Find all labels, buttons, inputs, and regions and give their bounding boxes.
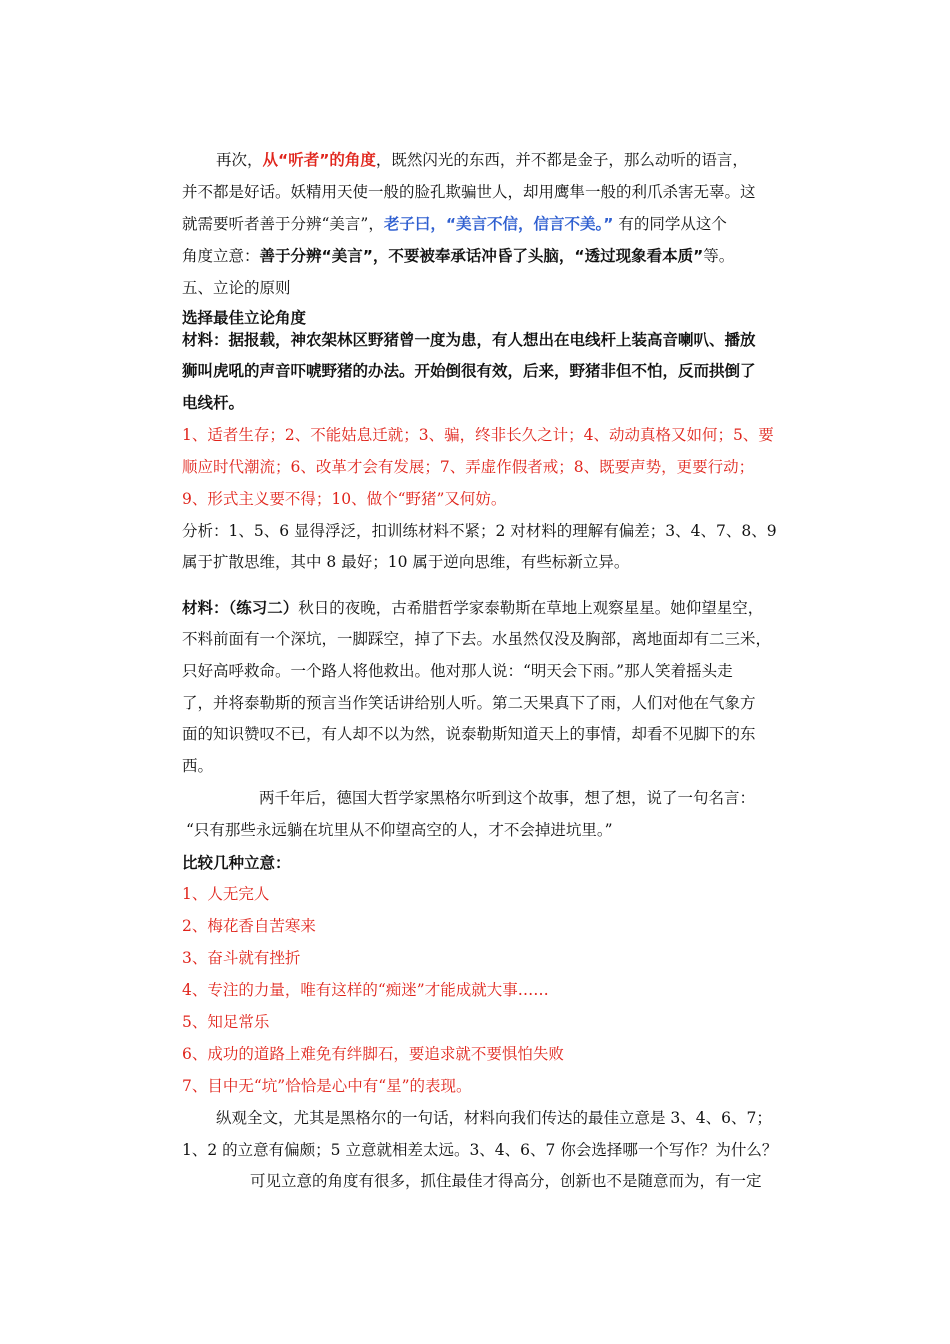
exercise2-line-3: 只好高呼救命。一个路人将他救出。他对那人说：“明天会下雨。”那人笑着摇头走	[182, 662, 733, 680]
compare-title: 比较几种立意：	[182, 854, 291, 872]
exercise2-label: 材料：（练习二）	[182, 599, 299, 617]
analysis-line-1: 分析：1、5、6 显得浮泛，扣训练材料不紧；2 对材料的理解有偏差；3、4、7、8、9	[182, 522, 777, 540]
hegel-line-1: 两千年后，德国大哲学家黑格尔听到这个故事，想了想，说了一句名言：	[259, 789, 756, 807]
idea-item-6: 6、成功的道路上难免有绊脚石，要追求就不要惧怕失败	[182, 1045, 564, 1063]
exercise2-line-4: 了，并将泰勒斯的预言当作笑话讲给别人听。第二天果真下了雨，人们对他在气象方	[182, 694, 756, 712]
exercise2-line-5: 面的知识赞叹不已，有人却不以为然，说泰勒斯知道天上的事情，却看不见脚下的东	[182, 725, 756, 743]
exercise2-line-1	[182, 597, 763, 619]
exercise2-line-6: 西。	[182, 757, 214, 775]
options-line-3: 9、形式主义要不得；10、做个“野猪”又何妨。	[182, 490, 507, 508]
exercise2-line-2: 不料前面有一个深坑，一脚踩空，掉了下去。水虽然仅没及胸部，离地面却有二三米，	[182, 630, 772, 648]
text: 有的同学从这个	[613, 215, 727, 233]
text: 秋日的夜晚，古希腊哲学家泰勒斯在草地上观察星星。她仰望星空，	[298, 599, 764, 617]
para-listener-line-3	[182, 213, 727, 235]
text: ，既然闪光的东西，并不都是金子，那么动听的语言，	[375, 151, 748, 169]
conclusion-line-3: 可见立意的角度有很多，抓住最佳才得高分，创新也不是随意而为，有一定	[250, 1172, 762, 1190]
para-listener-line-4	[182, 245, 734, 267]
text: 再次，	[216, 151, 263, 169]
material-line-1: 材料：据报载，神农架林区野猪曾一度为患，有人想出在电线杆上装高音喇叭、播放	[182, 331, 756, 349]
text: 角度立意：	[182, 247, 260, 265]
analysis-line-2: 属于扩散思维，其中 8 最好；10 属于逆向思维，有些标新立异。	[182, 553, 630, 571]
laozi-quote: 老子曰，“美言不信，信言不美。”	[383, 215, 614, 233]
hegel-quote: “只有那些永远躺在坑里从不仰望高空的人，才不会掉进坑里。”	[186, 821, 613, 839]
para-listener-line-1	[216, 149, 748, 171]
idea-item-5: 5、知足常乐	[182, 1013, 270, 1031]
conclusion-line-2: 1、2 的立意有偏颇；5 立意就相差太远。3、4、6、7 你会选择哪一个写作？为什么？	[182, 1141, 778, 1159]
conclusion-line-1: 纵观全文，尤其是黑格尔的一句话，材料向我们传达的最佳立意是 3、4、6、7；	[216, 1109, 772, 1127]
para-listener-line-2: 并不都是好话。妖精用天使一般的脸孔欺骗世人，却用鹰隼一般的利爪杀害无辜。这	[182, 183, 756, 201]
section-heading: 五、立论的原则	[182, 279, 291, 297]
options-line-2: 顺应时代潮流；6、改革才会有发展；7、弄虚作假者戒；8、既要声势，更要行动；	[182, 458, 755, 476]
highlight-listener-angle: 从“听者”的角度	[262, 151, 376, 169]
material-line-2: 狮叫虎吼的声音吓唬野猪的办法。开始倒很有效，后来，野猪非但不怕，反而拱倒了	[182, 362, 756, 380]
idea-item-4: 4、专注的力量，唯有这样的“痴迷”才能成就大事……	[182, 981, 549, 999]
text: 就需要听者善于分辨“美言”，	[182, 215, 384, 233]
options-line-1: 1、适者生存；2、不能姑息迁就；3、骗，终非长久之计；4、动动真格又如何；5、要	[182, 426, 774, 444]
material-line-3: 电线杆。	[182, 394, 245, 412]
idea-item-3: 3、奋斗就有挫折	[182, 949, 301, 967]
text: 等。	[703, 247, 735, 265]
idea-item-1: 1、人无完人	[182, 885, 270, 903]
idea-item-2: 2、梅花香自苦寒来	[182, 917, 316, 935]
best-angle-title: 选择最佳立论角度	[182, 309, 307, 327]
idea-item-7: 7、目中无“坑”恰恰是心中有“星”的表现。	[182, 1077, 472, 1095]
bold-thesis: 善于分辨“美言”，不要被奉承话冲昏了头脑，“透过现象看本质”	[259, 247, 704, 265]
